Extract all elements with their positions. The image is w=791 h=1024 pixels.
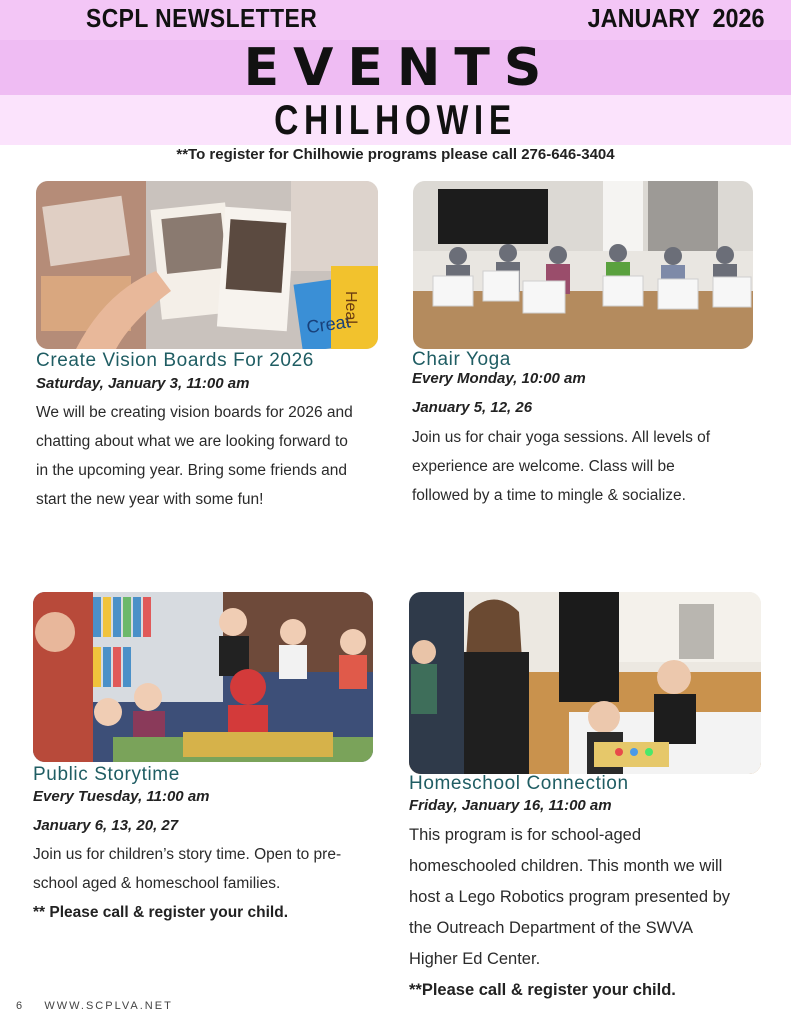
event-title-storytime: Public Storytime — [33, 764, 180, 785]
homeschool-image — [409, 592, 761, 774]
description-line: in the upcoming year. Bring some friends and — [36, 462, 348, 479]
event-dates-chair-yoga: January 5, 12, 26 — [412, 399, 533, 416]
section-title: EVENTS — [243, 38, 556, 98]
description-line: Higher Ed Center. — [409, 950, 541, 968]
description-line: followed by a time to mingle & socialize. — [412, 487, 686, 504]
event-when-chair-yoga: Every Monday, 10:00 am — [412, 370, 586, 387]
event-title-homeschool: Homeschool Connection — [409, 773, 629, 794]
event-description-storytime — [33, 840, 341, 927]
storytime-image — [33, 592, 373, 762]
storytime-photo — [33, 592, 373, 762]
chair-yoga-image — [413, 181, 753, 349]
card-text-creat: Creat — [305, 311, 352, 338]
registration-note: ** Please call & register your child. — [33, 904, 289, 921]
branch-name: CHILHOWIE — [274, 96, 517, 143]
event-title-chair-yoga: Chair Yoga — [412, 349, 511, 370]
event-title-vision-boards: Create Vision Boards For 2026 — [36, 350, 314, 371]
description-line: Join us for children’s story time. Open to pre- — [33, 846, 342, 863]
website-link[interactable]: WWW.SCPLVA.NET — [44, 1000, 173, 1012]
event-when-homeschool: Friday, January 16, 11:00 am — [409, 797, 612, 814]
description-line: experience are welcome. Class will be — [412, 458, 675, 475]
registration-note: **Please call & register your child. — [409, 981, 676, 999]
event-when-vision-boards: Saturday, January 3, 11:00 am — [36, 375, 250, 392]
description-line: This program is for school-aged — [409, 826, 642, 844]
newsletter-title: SCPL NEWSLETTER — [86, 3, 318, 33]
description-line: start the new year with some fun! — [36, 491, 264, 508]
footer — [16, 1000, 173, 1012]
page-number: 6 — [16, 1000, 25, 1012]
description-line: Join us for chair yoga sessions. All levels of — [412, 429, 711, 446]
vision-board-photo — [36, 181, 378, 349]
event-dates-storytime: January 6, 13, 20, 27 — [33, 817, 179, 834]
description-line: the Outreach Department of the SWVA — [409, 919, 693, 937]
description-line: school aged & homeschool families. — [33, 875, 281, 892]
description-line: chatting about what we are looking forward to — [36, 433, 348, 450]
vision-board-image — [36, 181, 378, 349]
card-text-heal: Heal — [342, 291, 359, 324]
event-when-storytime: Every Tuesday, 11:00 am — [33, 788, 210, 805]
register-note: **To register for Chilhowie programs please call 276-646-3404 — [176, 146, 615, 163]
chair-yoga-photo — [413, 181, 753, 349]
homeschool-photo — [409, 592, 761, 774]
description-line: We will be creating vision boards for 2026 and — [36, 404, 353, 421]
event-description-vision-boards — [36, 398, 353, 514]
issue-date: JANUARY 2026 — [588, 3, 765, 33]
description-line: homeschooled children. This month we will — [409, 857, 723, 875]
event-description-chair-yoga — [412, 423, 710, 510]
description-line: host a Lego Robotics program presented by — [409, 888, 731, 906]
event-description-homeschool — [409, 820, 730, 1006]
